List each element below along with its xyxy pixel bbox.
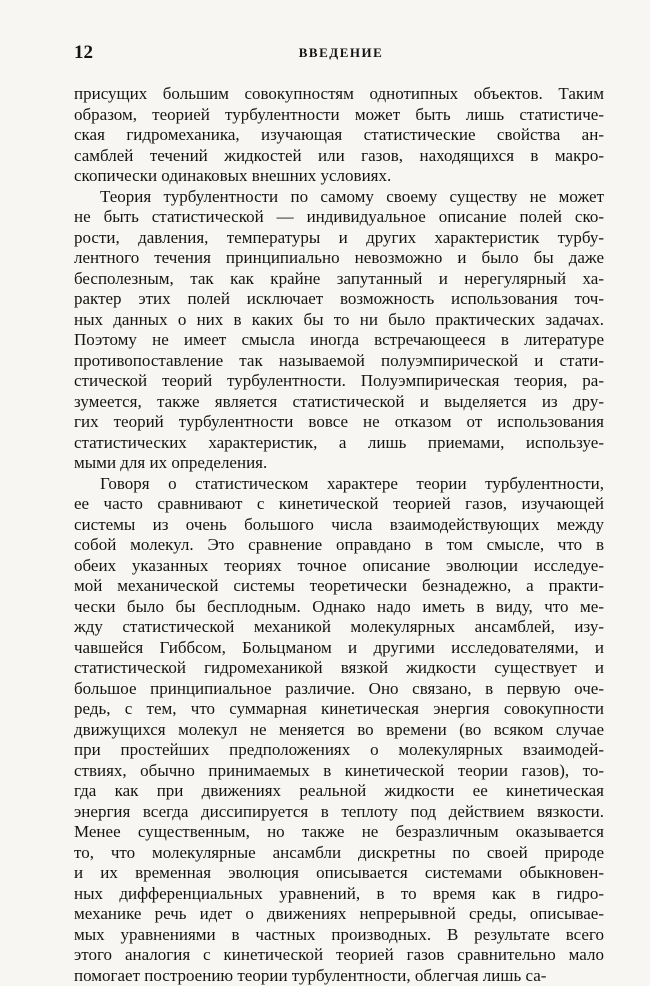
text-line: не быть статистической — индивидуальное описание полей ско- xyxy=(74,207,604,228)
text-line: статистических характеристик, а лишь приемами, используе- xyxy=(74,433,604,454)
text-line: обеих указанных теориях точное описание эволюции исследуе- xyxy=(74,556,604,577)
text-line: редь, с тем, что суммарная кинетическая энергия совокупности xyxy=(74,699,604,720)
text-line: присущих большим совокупностям однотипных объектов. Таким xyxy=(74,84,604,105)
text-line: Менее существенным, но также не безразличным оказывается xyxy=(74,822,604,843)
text-line: собой молекул. Это сравнение оправдано в том смысле, что в xyxy=(74,535,604,556)
paragraph xyxy=(74,187,604,474)
text-line: чавшейся Гиббсом, Больцманом и другими исследователями, и xyxy=(74,638,604,659)
text-line: ных данных о них в каких бы то ни было практических задачах. xyxy=(74,310,604,331)
paragraph xyxy=(74,474,604,986)
text-line: образом, теорией турбулентности может быть лишь статистиче- xyxy=(74,105,604,126)
paragraph xyxy=(74,84,604,187)
running-title: ВВЕДЕНИЕ xyxy=(74,45,608,61)
text-line: рактер этих полей исключает возможность использования точ- xyxy=(74,289,604,310)
text-line: лентного течения принципиально невозможно и было бы даже xyxy=(74,248,604,269)
text-line: скопически одинаковых внешних условиях. xyxy=(74,166,604,187)
page-number: 12 xyxy=(74,42,93,64)
text-line: помогает построению теории турбулентности, облегчая лишь са- xyxy=(74,966,604,986)
text-line: бесполезным, так как крайне запутанный и нерегулярный ха- xyxy=(74,269,604,290)
text-line: стической теорий турбулентности. Полуэмпирическая теория, ра- xyxy=(74,371,604,392)
text-line: ская гидромеханика, изучающая статистические свойства ан- xyxy=(74,125,604,146)
text-line: энергия всегда диссипируется в теплоту под действием вязкости. xyxy=(74,802,604,823)
text-line: механике речь идет о движениях непрерывной среды, описывае- xyxy=(74,904,604,925)
running-head xyxy=(74,40,608,70)
text-line: жду статистической механикой молекулярных ансамблей, изу- xyxy=(74,617,604,638)
text-line: рости, давления, температуры и других характеристик турбу- xyxy=(74,228,604,249)
text-line: ных дифференциальных уравнений, в то время как в гидро- xyxy=(74,884,604,905)
text-line: мыми для их определения. xyxy=(74,453,604,474)
text-line: и их временная эволюция описывается системами обыкновен- xyxy=(74,863,604,884)
text-line: Говоря о статистическом характере теории турбулентности, xyxy=(74,474,604,495)
text-line: мой механической системы теоретически безнадежно, а практи- xyxy=(74,576,604,597)
text-line: то, что молекулярные ансамбли дискретны по своей природе xyxy=(74,843,604,864)
text-line: ее часто сравнивают с кинетической теорией газов, изучающей xyxy=(74,494,604,515)
text-line: статистической гидромеханикой вязкой жидкости существует и xyxy=(74,658,604,679)
text-line: системы из очень большого числа взаимодействующих между xyxy=(74,515,604,536)
text-line: Теория турбулентности по самому своему существу не может xyxy=(74,187,604,208)
text-line: противопоставление так называемой полуэмпирической и стати- xyxy=(74,351,604,372)
text-line: чески было бы бесплодным. Однако надо иметь в виду, что ме- xyxy=(74,597,604,618)
text-line: этого аналогия с кинетической теорией газов сравнительно мало xyxy=(74,945,604,966)
text-line: Поэтому не имеет смысла иногда встречающееся в литературе xyxy=(74,330,604,351)
text-line: зумеется, также является статистической и выделяется из дру- xyxy=(74,392,604,413)
text-line: большое принципиальное различие. Оно связано, в первую оче- xyxy=(74,679,604,700)
body-text xyxy=(74,84,604,986)
text-line: мых уравнениями в частных производных. В результате всего xyxy=(74,925,604,946)
text-line: движущихся молекул не меняется во времени (во всяком случае xyxy=(74,720,604,741)
text-line: при простейших предположениях о молекулярных взаимодей- xyxy=(74,740,604,761)
text-line: гда как при движениях реальной жидкости ее кинетическая xyxy=(74,781,604,802)
text-line: гих теорий турбулентности вовсе не отказом от использования xyxy=(74,412,604,433)
text-line: ствиях, обычно принимаемых в кинетической теории газов), то- xyxy=(74,761,604,782)
text-line: самблей течений жидкостей или газов, находящихся в макро- xyxy=(74,146,604,167)
